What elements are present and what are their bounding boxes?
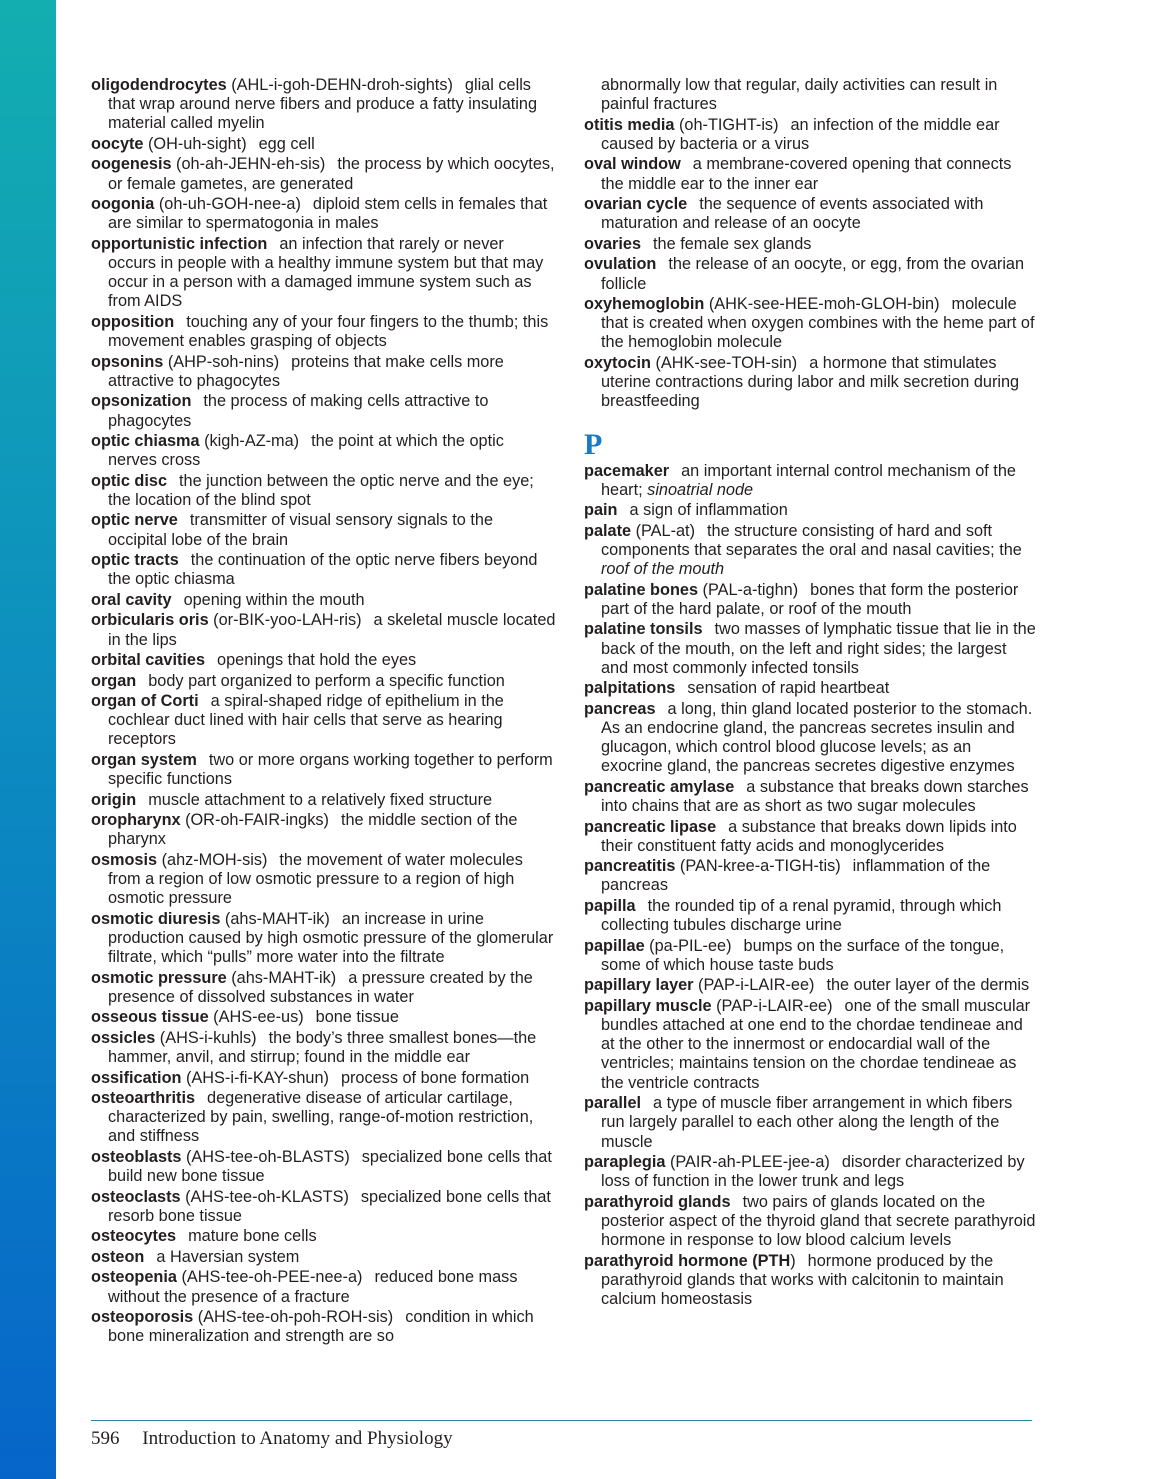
glossary-entry (91, 1308, 556, 1346)
glossary-entry (91, 353, 556, 391)
definition: transmitter of visual sensory signals to the occipital lobe of the brain (108, 511, 494, 549)
pronunciation: (PAP-i-LAIR-ee) (693, 976, 815, 995)
definition: an increase in urine production caused by high osmotic pressure of the glomerular filtrate, which “pulls” more water into the filtrate (108, 909, 554, 967)
glossary-term: pancreas (584, 699, 656, 718)
pronunciation: (AHK-see-TOH-sin) (650, 353, 798, 372)
glossary-term: ossicles (91, 1028, 156, 1047)
glossary-entry (584, 1193, 1036, 1251)
glossary-entry (91, 692, 556, 750)
glossary-entry (584, 522, 1036, 580)
glossary-entry (91, 969, 556, 1007)
glossary-term: oval window (584, 155, 681, 174)
glossary-term: organ (91, 671, 137, 690)
glossary-entry (584, 255, 1036, 293)
pronunciation: (or-BIK-yoo-LAH-ris) (208, 611, 362, 630)
glossary-term: opsonization (91, 392, 192, 411)
definition: disorder characterized by loss of function in the lower trunk and legs (601, 1153, 1025, 1191)
glossary-term: oogenesis (91, 155, 172, 174)
glossary-entry (584, 778, 1036, 816)
pronunciation: (oh-ah-JEHN-eh-sis) (171, 155, 326, 174)
glossary-term: palatine tonsils (584, 620, 703, 639)
glossary-term: osteoblasts (91, 1147, 182, 1166)
definition: the process by which oocytes, or female gametes, are generated (108, 155, 555, 193)
definition: hormone produced by the parathyroid glands that works with calcitonin to maintain calcium homeostasis (601, 1251, 1004, 1309)
page-number: 596 (91, 1428, 120, 1449)
glossary-term: pain (584, 501, 618, 520)
definition: a type of muscle fiber arrangement in which fibers run largely parallel to each other along the length of the muscle (601, 1094, 1013, 1151)
pronunciation: (ahs-MAHT-ik) (226, 968, 337, 987)
glossary-term: opsonins (91, 352, 164, 371)
glossary-term: papillary muscle (584, 996, 712, 1015)
glossary-entry (584, 857, 1036, 895)
definition: glial cells that wrap around nerve fibers and produce a fatty insulating material called myelin (108, 76, 538, 133)
pronunciation: (PAL-a-tighn) (698, 580, 799, 599)
glossary-entry (91, 392, 556, 430)
glossary-term: parallel (584, 1094, 642, 1113)
glossary-term: palatine bones (584, 580, 698, 599)
definition: the point at which the optic nerves cross (108, 432, 504, 470)
glossary-term: osteoclasts (91, 1187, 181, 1206)
definition: bones that form the posterior part of the hard palate, or roof of the mouth (601, 580, 1019, 618)
pronunciation: (ahs-MAHT-ik) (220, 909, 330, 928)
glossary-entry (91, 1069, 556, 1088)
glossary-term: papillae (584, 936, 645, 955)
glossary-term: osteoarthritis (91, 1089, 196, 1108)
glossary-entry (91, 672, 556, 691)
glossary-term: papillary layer (584, 976, 694, 995)
glossary-entry (584, 501, 1036, 520)
definition: the female sex glands (653, 234, 812, 253)
glossary-entry (91, 472, 556, 510)
definition: bumps on the surface of the tongue, some of which house taste buds (601, 936, 1005, 974)
definition: the process of making cells attractive to phagocytes (108, 392, 489, 430)
definition: a spiral-shaped ridge of epithelium in the cochlear duct lined with hair cells that serve as hearing receptors (108, 692, 504, 749)
glossary-entry (584, 1153, 1036, 1191)
pronunciation: (oh-TIGHT-is) (674, 115, 779, 134)
glossary-entry (91, 135, 556, 154)
pronunciation: (AHS-i-fi-KAY-shun) (181, 1068, 329, 1087)
definition: condition in which bone mineralization and strength are so (108, 1308, 534, 1346)
glossary-term: ossification (91, 1068, 182, 1087)
glossary-entry (584, 897, 1036, 935)
glossary-entry (91, 195, 556, 233)
glossary-entry (91, 611, 556, 649)
glossary-entry (91, 791, 556, 810)
definition: sensation of rapid heartbeat (687, 679, 890, 698)
glossary-entry (91, 1268, 556, 1306)
glossary-term: osteocytes (91, 1227, 177, 1246)
glossary-entry (91, 910, 556, 968)
glossary-entry (91, 1227, 556, 1246)
glossary-term: osteopenia (91, 1268, 177, 1287)
definition: a long, thin gland located posterior to the stomach. As an endocrine gland, the pancreas secretes insulin and glucagon, which control blood glucose levels; as an exocrine gland, the pancreas secretes digestive enzymes (601, 699, 1033, 776)
definition: inflammation of the pancreas (601, 857, 991, 895)
pronunciation: ) (790, 1251, 796, 1270)
pronunciation: (PAN-kree-a-TIGH-tis) (675, 857, 841, 876)
glossary-entry (91, 313, 556, 351)
glossary-term: opportunistic infection (91, 234, 268, 253)
definition: a sign of inflammation (629, 501, 788, 520)
glossary-term: osteoporosis (91, 1308, 194, 1327)
definition: a skeletal muscle located in the lips (108, 611, 556, 649)
glossary-term: optic chiasma (91, 432, 200, 451)
definition: the outer layer of the dermis (826, 976, 1030, 995)
glossary-term: ovulation (584, 255, 657, 274)
pronunciation: (AHS-tee-oh-BLASTS) (181, 1147, 350, 1166)
pronunciation: (AHP-soh-nins) (163, 352, 280, 371)
glossary-entry (91, 76, 556, 134)
definition: a Haversian system (156, 1247, 300, 1266)
glossary-term: otitis media (584, 115, 675, 134)
definition: the movement of water molecules from a region of low osmotic pressure to a region of high osmotic pressure (108, 850, 523, 908)
definition: process of bone formation (340, 1068, 530, 1087)
pronunciation: (oh-uh-GOH-nee-a) (154, 195, 301, 214)
glossary-term: palpitations (584, 679, 676, 698)
definition: a substance that breaks down lipids into their constituent fatty acids and monoglycerides (601, 817, 1017, 855)
definition: two or more organs working together to perform specific functions (108, 750, 553, 789)
glossary-term: osmotic pressure (91, 968, 227, 987)
glossary-term: parathyroid glands (584, 1192, 731, 1211)
definition: an infection of the middle ear caused by bacteria or a virus (601, 115, 1000, 153)
glossary-term: orbicularis oris (91, 611, 209, 630)
definition: mature bone cells (188, 1227, 317, 1246)
glossary-term: organ of Corti (91, 692, 199, 711)
pronunciation: (OH-uh-sight) (143, 134, 247, 153)
glossary-entry (584, 155, 1036, 193)
pronunciation: (AHS-tee-oh-KLASTS) (180, 1187, 349, 1206)
definition: the junction between the optic nerve and the eye; the location of the blind spot (108, 471, 534, 509)
page-footer (91, 1428, 453, 1450)
definition: diploid stem cells in females that are similar to spermatogonia in males (108, 195, 548, 233)
definition: the body’s three smallest bones—the hammer, anvil, and stirrup; found in the middle ear (108, 1028, 537, 1067)
pronunciation: (PAL-at) (631, 521, 695, 540)
pronunciation: (OR-oh-FAIR-ingks) (180, 811, 329, 830)
definition: a membrane-covered opening that connects the middle ear to the inner ear (601, 155, 1012, 193)
glossary-term: oropharynx (91, 811, 181, 830)
book-title: Introduction to Anatomy and Physiology (142, 1428, 453, 1449)
pronunciation: (AHK-see-HEE-moh-GLOH-bin) (704, 295, 940, 314)
glossary-term: origin (91, 790, 137, 809)
definition-italic: roof of the mouth (601, 560, 725, 579)
glossary-term: oral cavity (91, 590, 172, 609)
glossary-term: oocyte (91, 134, 144, 153)
definition: the sequence of events associated with maturation and release of an oocyte (601, 195, 984, 233)
glossary-entry (584, 976, 1036, 995)
left-column (91, 76, 556, 1348)
definition: molecule that is created when oxygen combines with the heme part of the hemoglobin molecule (601, 295, 1035, 352)
glossary-entry (584, 462, 1036, 500)
definition: body part organized to perform a specific function (148, 671, 505, 690)
glossary-term: opposition (91, 312, 175, 331)
definition: a substance that breaks down starches into chains that are as short as two sugar molecules (601, 777, 1029, 816)
glossary-term: ovarian cycle (584, 195, 688, 214)
definition: the rounded tip of a renal pyramid, through which collecting tubules discharge urine (601, 896, 1002, 935)
glossary-term: optic disc (91, 471, 167, 490)
glossary-term: osmosis (91, 850, 158, 869)
definition: the middle section of the pharynx (108, 811, 518, 849)
glossary-entry (584, 235, 1036, 254)
glossary-entry (91, 1188, 556, 1226)
glossary-entry (584, 937, 1036, 975)
glossary-term: pancreatic lipase (584, 817, 717, 836)
glossary-entry (584, 1094, 1036, 1152)
definition: the structure consisting of hard and soft components that separates the oral and nasal cavities; the (601, 521, 1022, 559)
definition: degenerative disease of articular cartilage, characterized by pain, swelling, range-of-motion restriction, and stiffness (108, 1089, 534, 1146)
pronunciation: (AHL-i-goh-DEHN-droh-sights) (226, 76, 453, 94)
definition: an important internal control mechanism of the heart; (601, 461, 1016, 499)
definition: an infection that rarely or never occurs in people with a healthy immune system but that may occur in a person with a damaged immune system such as from AIDS (108, 234, 544, 311)
pronunciation: (AHS-tee-oh-PEE-nee-a) (176, 1268, 363, 1287)
glossary-entry (91, 432, 556, 470)
glossary-entry (584, 116, 1036, 154)
glossary-term: osteon (91, 1247, 145, 1266)
definition: a pressure created by the presence of dissolved substances in water (108, 968, 533, 1006)
definition: two masses of lymphatic tissue that lie in the back of the mouth, on the left and right sides; the largest and most commonly infected tonsils (601, 620, 1036, 677)
pronunciation: (AHS-ee-us) (208, 1008, 304, 1027)
pronunciation: (PAIR-ah-PLEE-jee-a) (665, 1153, 830, 1172)
glossary-entry (91, 1029, 556, 1067)
glossary-entry (91, 811, 556, 849)
glossary-entry (91, 1248, 556, 1267)
glossary-entry (91, 851, 556, 909)
glossary-entry (91, 511, 556, 549)
definition: touching any of your four fingers to the thumb; this movement enables grasping of objects (108, 312, 549, 351)
definition: specialized bone cells that build new bone tissue (108, 1147, 552, 1186)
section-letter: P (584, 427, 603, 461)
glossary-entry (91, 155, 556, 193)
side-color-bar (0, 0, 56, 1479)
glossary-term: pancreatic amylase (584, 777, 735, 796)
glossary-term: organ system (91, 750, 197, 769)
pronunciation: (ahz-MOH-sis) (157, 850, 268, 869)
glossary-entry (584, 700, 1036, 777)
glossary-term: palate (584, 521, 632, 540)
continued-definition: abnormally low that regular, daily activities can result in painful fractures (601, 76, 998, 114)
glossary-term: oxytocin (584, 353, 651, 372)
glossary-entry (584, 818, 1036, 856)
glossary-entry (91, 1008, 556, 1027)
definition: the release of an oocyte, or egg, from the ovarian follicle (601, 255, 1025, 293)
definition: two pairs of glands located on the posterior aspect of the thyroid gland that secrete parathyroid hormone in response to low blood calcium levels (601, 1192, 1036, 1250)
definition: muscle attachment to a relatively fixed structure (148, 790, 493, 809)
glossary-term: pancreatitis (584, 857, 676, 876)
glossary-entry (91, 1148, 556, 1186)
pronunciation: (AHS-i-kuhls) (155, 1028, 257, 1047)
glossary-term: orbital cavities (91, 651, 206, 670)
glossary-entry (91, 651, 556, 670)
definition: egg cell (258, 134, 315, 153)
definition: a hormone that stimulates uterine contractions during labor and milk secretion during breastfeeding (601, 353, 1020, 411)
glossary-term: oligodendrocytes (91, 76, 227, 94)
glossary-term: optic tracts (91, 551, 179, 570)
glossary-entry (91, 551, 556, 589)
pronunciation: (pa-PIL-ee) (644, 936, 732, 955)
glossary-term: papilla (584, 896, 636, 915)
glossary-entry (91, 235, 556, 312)
definition: reduced bone mass without the presence of a fracture (108, 1268, 518, 1306)
pronunciation: (AHS-tee-oh-poh-ROH-sis) (193, 1308, 394, 1327)
glossary-term: oogonia (91, 195, 155, 214)
glossary-entry (584, 679, 1036, 698)
glossary-term: parathyroid hormone (PTH (584, 1251, 791, 1270)
definition: the continuation of the optic nerve fibers beyond the optic chiasma (108, 551, 538, 589)
glossary-entry (584, 620, 1036, 678)
definition: bone tissue (315, 1008, 399, 1027)
definition: one of the small muscular bundles attached at one end to the chordae tendineae and at the other to the innermost or endocardial wall of the ventricles; maintains tension on the chordae tendineae as the ventricle contracts (601, 996, 1031, 1092)
glossary-term: optic nerve (91, 511, 178, 530)
glossary-term: pacemaker (584, 461, 670, 480)
definition: proteins that make cells more attractive to phagocytes (108, 352, 504, 390)
definition: specialized bone cells that resorb bone tissue (108, 1187, 551, 1225)
footer-rule (91, 1420, 1032, 1421)
glossary-term: osmotic diuresis (91, 909, 221, 928)
glossary-entry (584, 1252, 1036, 1310)
glossary-term: ovaries (584, 234, 642, 253)
right-column (584, 76, 1036, 1311)
pronunciation: (PAP-i-LAIR-ee) (711, 996, 833, 1015)
glossary-entry (584, 997, 1036, 1093)
glossary-entry (584, 295, 1036, 353)
glossary-entry (584, 581, 1036, 619)
glossary-entry (584, 354, 1036, 412)
definition: openings that hold the eyes (217, 651, 417, 670)
glossary-entry (584, 195, 1036, 233)
glossary-term: oxyhemoglobin (584, 295, 705, 314)
glossary-term: paraplegia (584, 1153, 666, 1172)
definition-italic: sinoatrial node (647, 480, 754, 499)
pronunciation: (kigh-AZ-ma) (199, 432, 300, 451)
glossary-entry (91, 751, 556, 789)
glossary-term: osseous tissue (91, 1008, 209, 1027)
glossary-entry (91, 1089, 556, 1147)
glossary-entry (91, 591, 556, 610)
definition: opening within the mouth (183, 590, 365, 609)
